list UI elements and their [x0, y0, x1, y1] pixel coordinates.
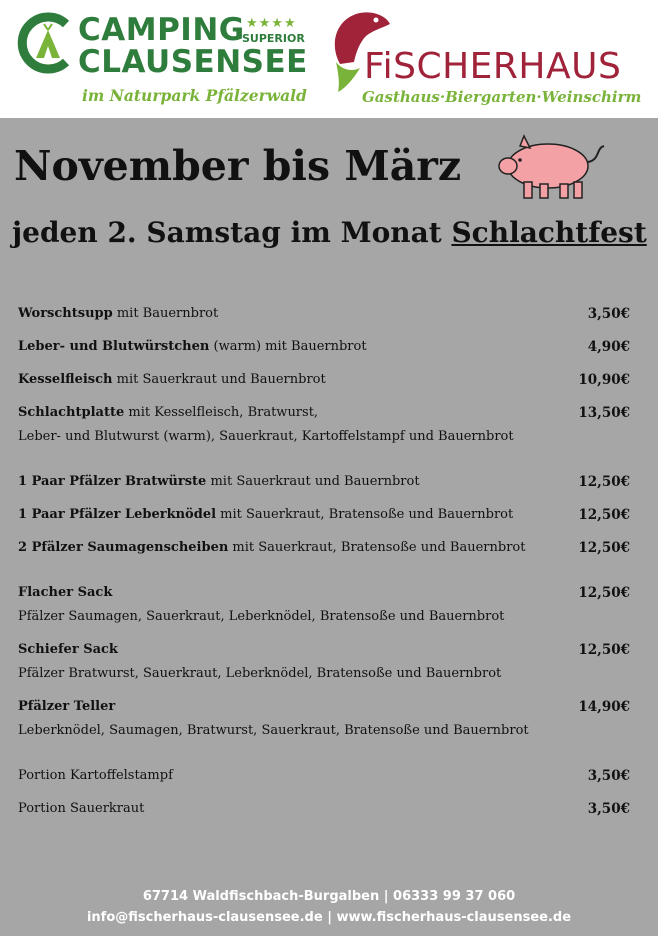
- camping-tagline: im Naturpark Pfälzerwald: [82, 86, 307, 105]
- item-price: 12,50€: [578, 585, 630, 601]
- rating-stars: ★★★★: [246, 16, 297, 31]
- menu-item-worschtsupp: [18, 302, 630, 326]
- item-desc-second-line: Leber- und Blutwurst (warm), Sauerkraut, Kartoffelstampf und Bauernbrot: [18, 429, 514, 444]
- item-price: 13,50€: [578, 405, 630, 421]
- item-desc: mit Bauernbrot: [112, 306, 219, 321]
- item-desc: (warm) mit Bauernbrot: [209, 339, 367, 354]
- item-name: Worschtsupp: [18, 306, 113, 321]
- item-desc-second-line: Pfälzer Saumagen, Sauerkraut, Leberknödel, Bratensoße und Bauernbrot: [18, 609, 505, 624]
- item-desc: mit Sauerkraut, Bratensoße und Bauernbrot: [216, 507, 514, 522]
- item-desc: Portion Kartoffelstampf: [18, 768, 173, 783]
- item-price: 3,50€: [587, 801, 630, 817]
- menu-item-portion-kartoffelstampf: [18, 764, 630, 788]
- item-price: 12,50€: [578, 507, 630, 523]
- menu-item-pfaelzer-bratwuerste: [18, 470, 630, 494]
- menu-item-flacher-sack: [18, 581, 630, 629]
- item-desc: mit Kesselfleisch, Bratwurst,: [124, 405, 319, 420]
- menu-item-pfaelzer-leberknoedel: [18, 503, 630, 527]
- item-price: 4,90€: [587, 339, 630, 355]
- item-price: 12,50€: [578, 642, 630, 658]
- menu-item-saumagenscheiben: [18, 536, 630, 560]
- fischerhaus-tagline: Gasthaus·Biergarten·Weinschirm: [362, 88, 642, 106]
- item-name: 1 Paar Pfälzer Leberknödel: [18, 507, 217, 522]
- item-price: 12,50€: [578, 474, 630, 490]
- menu-item-schlachtplatte: [18, 401, 630, 449]
- item-desc: mit Sauerkraut und Bauernbrot: [206, 474, 420, 489]
- item-desc: Portion Sauerkraut: [18, 801, 145, 816]
- footer-address-phone: 67714 Waldfischbach-Burgalben | 06333 99 37 060: [142, 889, 516, 904]
- item-price: 12,50€: [578, 540, 630, 556]
- subtitle-prefix: jeden 2. Samstag im Monat: [12, 216, 452, 249]
- menu-item-leber-blutwuerstchen: [18, 335, 630, 359]
- item-name: Leber- und Blutwürstchen: [18, 339, 210, 354]
- item-desc-second-line: Leberknödel, Saumagen, Bratwurst, Sauerkraut, Bratensoße und Bauernbrot: [18, 723, 529, 738]
- item-name: Schiefer Sack: [18, 642, 118, 657]
- item-name: Pfälzer Teller: [18, 699, 116, 714]
- menu-item-portion-sauerkraut: [18, 797, 630, 821]
- header: [0, 0, 658, 118]
- menu-item-pfaelzer-teller: [18, 695, 630, 743]
- item-desc: mit Sauerkraut und Bauernbrot: [112, 372, 326, 387]
- fischerhaus-logo: [326, 6, 646, 112]
- camping-clausensee-logo: [16, 12, 326, 112]
- item-name: 1 Paar Pfälzer Bratwürste: [18, 474, 207, 489]
- tent-c-logo-icon: [16, 12, 74, 74]
- rating-label: SUPERIOR: [242, 32, 305, 45]
- item-name: 2 Pfälzer Saumagenscheiben: [18, 540, 229, 555]
- item-desc: mit Sauerkraut, Bratensoße und Bauernbrot: [228, 540, 526, 555]
- menu-item-schiefer-sack: [18, 638, 630, 686]
- item-desc-second-line: Pfälzer Bratwurst, Sauerkraut, Leberknödel, Bratensoße und Bauernbrot: [18, 666, 502, 681]
- item-price: 3,50€: [587, 768, 630, 784]
- footer-email-website: info@fischerhaus-clausensee.de | www.fischerhaus-clausensee.de: [86, 910, 572, 925]
- item-price: 10,90€: [578, 372, 630, 388]
- subtitle-highlight: Schlachtfest: [451, 216, 647, 249]
- item-name: Flacher Sack: [18, 585, 113, 600]
- item-name: Kesselfleisch: [18, 372, 113, 387]
- item-price: 14,90€: [578, 699, 630, 715]
- page-subtitle: [12, 216, 647, 249]
- item-name: Schlachtplatte: [18, 405, 125, 420]
- menu-list: [18, 302, 630, 821]
- page-title: November bis März: [14, 142, 462, 190]
- menu-item-kesselfleisch: [18, 368, 630, 392]
- item-price: 3,50€: [587, 306, 630, 322]
- fischerhaus-name: FiSCHERHAUS: [364, 46, 622, 87]
- camping-name: CAMPING CLAUSENSEE: [78, 12, 308, 80]
- pig-icon: [490, 132, 610, 204]
